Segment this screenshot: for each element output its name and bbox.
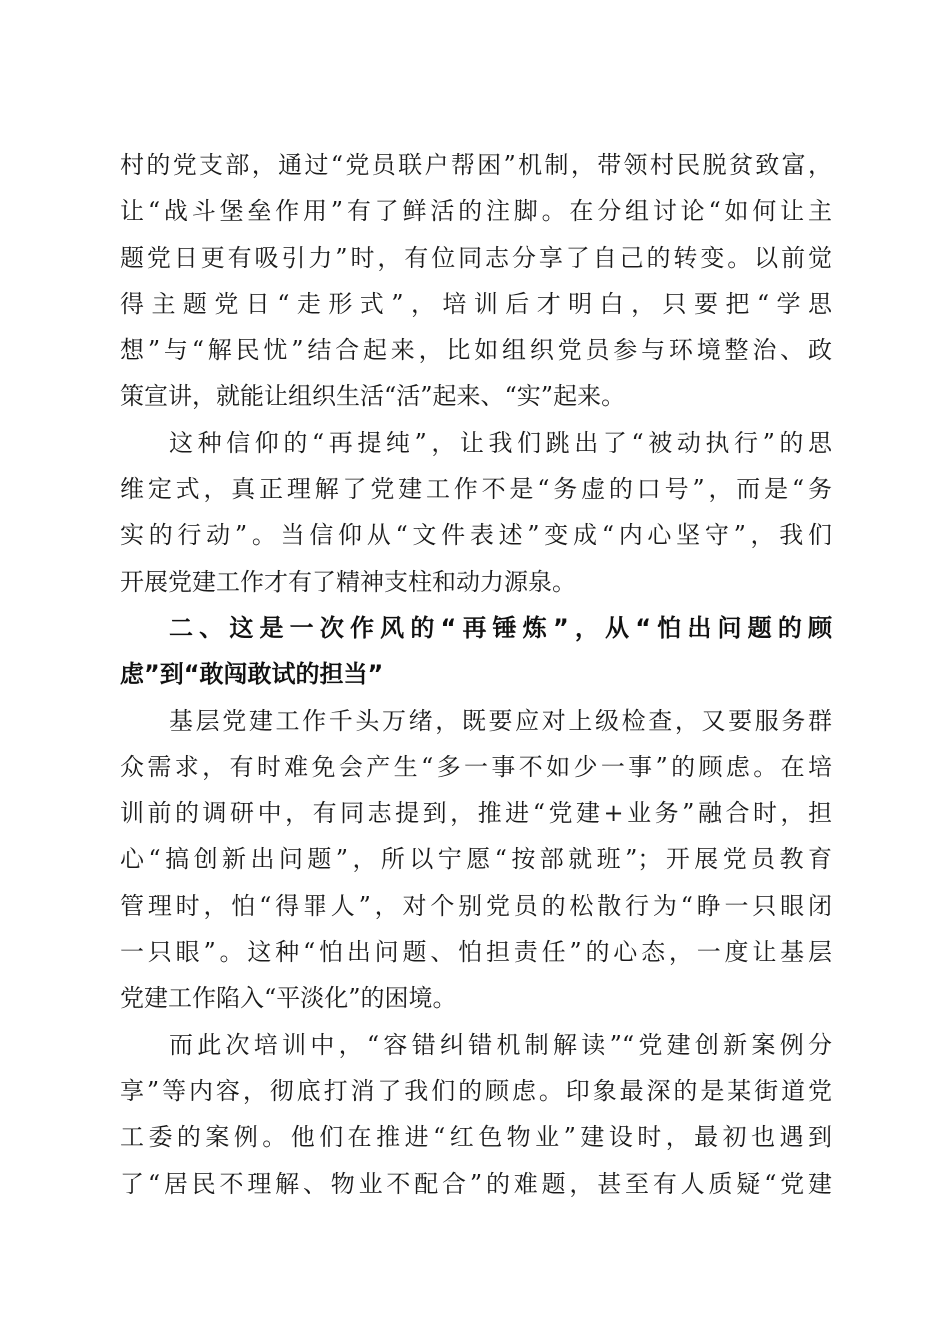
text-line: 得主题党日“走形式”，培训后才明白，只要把“学思 — [120, 289, 832, 318]
text-line: 党建工作陷入“平淡化”的困境。 — [120, 984, 457, 1013]
text-line: 享”等内容，彻底打消了我们的顾虑。印象最深的是某街道党 — [120, 1076, 832, 1105]
paragraph-2 — [120, 420, 832, 605]
heading-line: 二、这是一次作风的“再锤炼”，从“怕出问题的顾 — [169, 613, 832, 642]
text-line: 题党日更有吸引力”时，有位同志分享了自己的转变。以前觉 — [120, 243, 832, 272]
text-line: 这种信仰的“再提纯”，让我们跳出了“被动执行”的思 — [169, 428, 832, 457]
text-line: 一只眼”。这种“怕出问题、怕担责任”的心态，一度让基层 — [120, 938, 832, 967]
text-line: 开展党建工作才有了精神支柱和动力源泉。 — [120, 567, 576, 596]
text-line: 策宣讲，就能让组织生活“活”起来、“实”起来。 — [120, 382, 626, 411]
paragraph-3 — [120, 698, 832, 1022]
heading-line: 虑”到“敢闯敢试的担当” — [120, 660, 384, 689]
text-line: 基层党建工作千头万绪，既要应对上级检查，又要服务群 — [169, 706, 832, 735]
section-heading — [120, 605, 832, 698]
text-line: 村的党支部，通过“党员联户帮困”机制，带领村民脱贫致富， — [120, 151, 832, 179]
text-line: 管理时，怕“得罪人”，对个别党员的松散行为“睁一只眼闭 — [120, 891, 832, 920]
text-line: 工委的案例。他们在推进“红色物业”建设时，最初也遇到 — [120, 1123, 832, 1152]
text-line: 而此次培训中，“容错纠错机制解读”“党建创新案例分 — [169, 1030, 832, 1059]
text-line: 心“搞创新出问题”，所以宁愿“按部就班”；开展党员教育 — [120, 845, 832, 874]
text-line: 了“居民不理解、物业不配合”的难题，甚至有人质疑“党建 — [120, 1169, 832, 1198]
text-line: 让“战斗堡垒作用”有了鲜活的注脚。在分组讨论“如何让主 — [120, 197, 832, 226]
text-line: 想”与“解民忧”结合起来，比如组织党员参与环境整治、政 — [120, 336, 832, 365]
paragraph-1 — [120, 142, 832, 420]
text-line: 实的行动”。当信仰从“文件表述”变成“内心坚守”，我们 — [120, 521, 832, 550]
text-line: 维定式，真正理解了党建工作不是“务虚的口号”，而是“务 — [120, 475, 832, 504]
text-line: 众需求，有时难免会产生“多一事不如少一事”的顾虑。在培 — [120, 752, 832, 781]
paragraph-4 — [120, 1022, 832, 1207]
document-body — [120, 142, 832, 1207]
text-line: 训前的调研中，有同志提到，推进“党建+业务”融合时，担 — [120, 799, 832, 828]
